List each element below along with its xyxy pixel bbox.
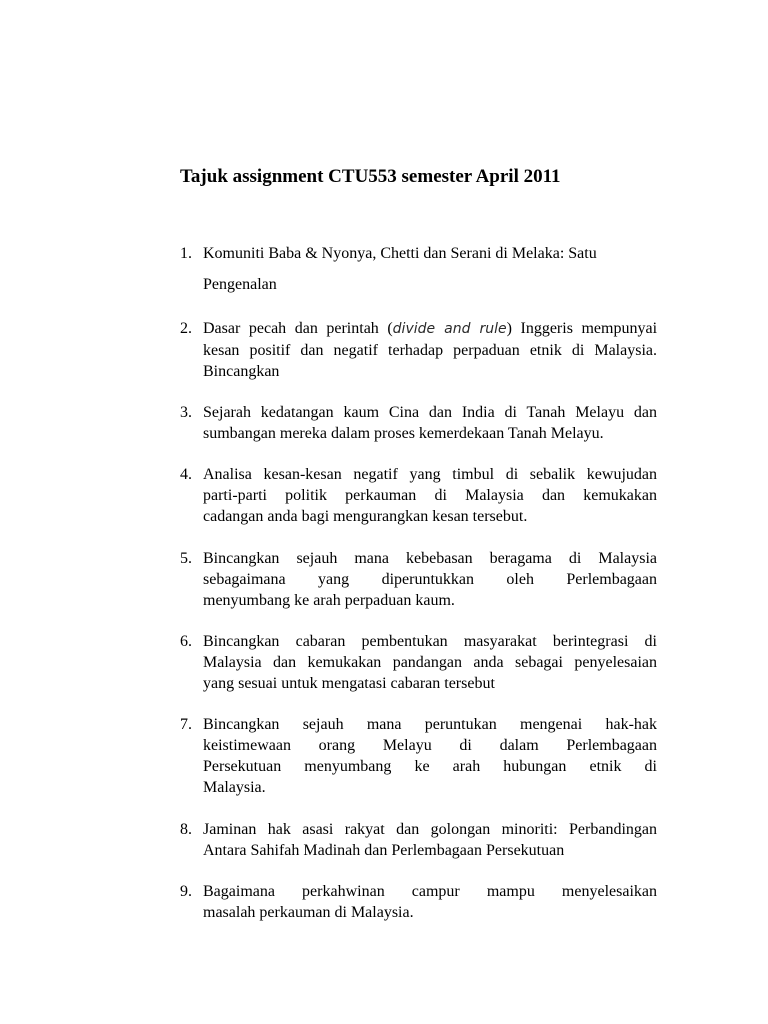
item-line: Bagaimana perkahwinan campur mampu menyelesaikan bbox=[203, 883, 657, 900]
item-text bbox=[203, 402, 657, 444]
list-item bbox=[180, 548, 657, 611]
item-line: cadangan anda bagi mengurangkan kesan tersebut. bbox=[203, 508, 528, 525]
list-item bbox=[180, 714, 657, 798]
item-number: 8. bbox=[180, 821, 192, 838]
item-text-italic: divide and rule bbox=[392, 321, 507, 337]
item-line: sumbangan mereka dalam proses kemerdekaan Tanah Melayu. bbox=[203, 425, 604, 442]
list-item bbox=[180, 819, 657, 861]
item-line: Bincangkan sejauh mana kebebasan beragama di Malaysia bbox=[203, 550, 657, 567]
item-line: masalah perkauman di Malaysia. bbox=[203, 904, 414, 921]
item-line: Bincangkan sejauh mana peruntukan mengenai hak-hak bbox=[203, 716, 657, 733]
item-line: Jaminan hak asasi rakyat dan golongan minoriti: Perbandingan bbox=[203, 821, 657, 838]
item-text bbox=[203, 881, 657, 923]
list-item bbox=[180, 464, 657, 527]
list-item bbox=[180, 243, 657, 295]
item-text bbox=[203, 819, 657, 861]
item-line: Komuniti Baba & Nyonya, Chetti dan Serani di Melaka: Satu bbox=[203, 245, 597, 262]
list-item bbox=[180, 402, 657, 444]
item-text-prefix: Dasar pecah dan perintah ( bbox=[203, 320, 393, 337]
item-line: Persekutuan menyumbang ke arah hubungan etnik di bbox=[203, 758, 657, 775]
item-text bbox=[203, 548, 657, 611]
item-text bbox=[203, 464, 657, 527]
item-line: Analisa kesan-kesan negatif yang timbul di sebalik kewujudan bbox=[203, 466, 657, 483]
item-number: 1. bbox=[180, 245, 192, 262]
item-line: Sejarah kedatangan kaum Cina dan India di Tanah Melayu dan bbox=[203, 404, 657, 421]
list-item bbox=[180, 881, 657, 923]
item-number: 4. bbox=[180, 466, 192, 483]
item-line: Malaysia dan kemukakan pandangan anda sebagai penyelesaian bbox=[203, 654, 657, 671]
item-line: Bincangkan cabaran pembentukan masyarakat berintegrasi di bbox=[203, 633, 657, 650]
list-item bbox=[180, 631, 657, 694]
item-line: kesan positif dan negatif terhadap perpaduan etnik di Malaysia. bbox=[203, 342, 657, 359]
item-line: Antara Sahifah Madinah dan Perlembagaan Persekutuan bbox=[203, 842, 565, 859]
item-number: 9. bbox=[180, 883, 192, 900]
item-text bbox=[203, 318, 657, 382]
item-line: sebagaimana yang diperuntukkan oleh Perlembagaan bbox=[203, 571, 657, 588]
item-number: 6. bbox=[180, 633, 192, 650]
item-line bbox=[203, 318, 657, 340]
item-text-suffix: ) Inggeris mempunyai bbox=[506, 320, 658, 337]
item-line: menyumbang ke arah perpaduan kaum. bbox=[203, 592, 455, 609]
item-line: parti-parti politik perkauman di Malaysia dan kemukakan bbox=[203, 487, 657, 504]
list-item bbox=[180, 318, 657, 382]
item-text bbox=[203, 714, 657, 798]
item-text bbox=[203, 631, 657, 694]
item-line: yang sesuai untuk mengatasi cabaran tersebut bbox=[203, 675, 495, 692]
item-number: 5. bbox=[180, 550, 192, 567]
item-number: 2. bbox=[180, 320, 192, 337]
item-text bbox=[203, 243, 657, 295]
item-line: Malaysia. bbox=[203, 779, 266, 796]
page-title: Tajuk assignment CTU553 semester April 2011 bbox=[180, 166, 561, 187]
item-number: 7. bbox=[180, 716, 192, 733]
item-number: 3. bbox=[180, 404, 192, 421]
item-line: keistimewaan orang Melayu di dalam Perlembagaan bbox=[203, 737, 657, 754]
item-line: Pengenalan bbox=[203, 276, 277, 293]
item-line: Bincangkan bbox=[203, 363, 280, 380]
